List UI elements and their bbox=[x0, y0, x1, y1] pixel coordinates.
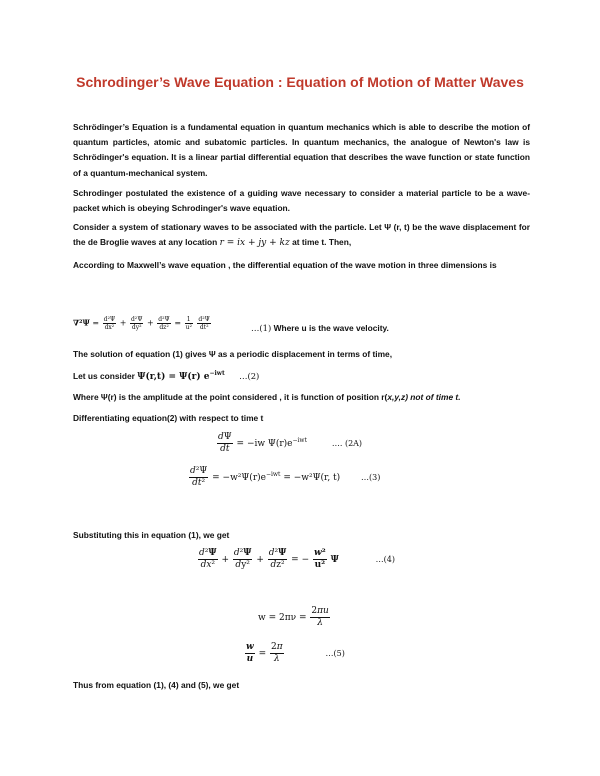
equation-2-exponent: −iwt bbox=[209, 370, 225, 377]
stationary-waves-paragraph bbox=[73, 220, 530, 251]
equation-3-number: …(3) bbox=[361, 473, 381, 482]
angular-frequency-lhs: w = 2πν = bbox=[258, 613, 307, 623]
equation-2a-number: …. (2A) bbox=[331, 439, 363, 448]
equation-4: $\frac{\text{d²Ψ}}{\text{dx²}}$ + $\frac{\text{d²Ψ}}{\text{dy²}}$ + $\frac{\text{d²Ψ}}{\text{dz²}}$ = − $\frac{\text{w²}}{\text{u²}}$ Ψ …(4) bbox=[199, 548, 395, 570]
equation-2a-rhs: = −iw Ψ(r)e bbox=[236, 439, 293, 449]
equation-5: $\frac{w}{u}$ = $\frac{2\pi}{\lambda}$ …(5) bbox=[246, 642, 345, 664]
substituting-line: Substituting this in equation (1), we get bbox=[73, 530, 230, 540]
consider-label: Let us consider bbox=[73, 371, 135, 381]
amplitude-line bbox=[73, 392, 461, 402]
equation-2-body: Ψ(r,t) = Ψ(r) e bbox=[137, 372, 210, 382]
equation-3-rhs2: = −w²Ψ(r, t) bbox=[283, 473, 341, 483]
equation-3-exponent: −iwt bbox=[265, 471, 281, 478]
equation-2a: $\frac{d\Psi}{dt}$ = −iw $\Psi(r)e^{-iwt}$ …. (2A) bbox=[218, 432, 363, 454]
equation-1-number: …(1) bbox=[251, 323, 272, 333]
differentiating-line: Differentiating equation(2) with respect to time t bbox=[73, 413, 264, 423]
stationary-waves-end: at time t. Then, bbox=[292, 237, 352, 248]
consider-line bbox=[73, 370, 259, 382]
page-title: Schrodinger’s Wave Equation : Equation of Motion of Matter Waves bbox=[76, 74, 524, 90]
equation-3-rhs: = −w²Ψ(r)e bbox=[212, 473, 266, 483]
intro-paragraph: Schrödinger’s Equation is a fundamental equation in quantum mechanics which is able to describe the motion of quantum particles, atomic and subatomic particles. In quantum mechanics, the analogue of Newton's law is Schrödinger's equation. It is a linear partial differential equation that describes the wave function or state function of a quantum-mechanical system. bbox=[73, 122, 530, 178]
amplitude-text: Where Ψ(r) is the amplitude at the point considered , it is function of position r( bbox=[73, 392, 388, 402]
postulate-paragraph: Schrodinger postulated the existence of a guiding wave necessary to consider a material particle to be a wave-packet which is obeying Schrodinger's wave equation. bbox=[73, 188, 530, 214]
thus-line: Thus from equation (1), (4) and (5), we get bbox=[73, 680, 240, 690]
equation-3: $\frac{\text{d²Ψ}}{\text{dt²}}$ = $-w^2\Psi(r)e^{-iwt} = -w^2\Psi(r$, t) …(3) bbox=[190, 466, 381, 488]
maxwell-paragraph: According to Maxwell’s wave equation , the differential equation of the wave motion in three dimensions is bbox=[73, 260, 497, 270]
amplitude-text-italic: x,y,z) not of time t. bbox=[387, 392, 461, 402]
equation-4-number: …(4) bbox=[375, 555, 395, 564]
equation-2-number: …(2) bbox=[239, 371, 260, 381]
equation-2a-exponent: −iwt bbox=[292, 437, 307, 444]
equation-angular-frequency: w = 2πν = $\frac{2\pi u}{\lambda}$ bbox=[258, 606, 329, 628]
equation-5-number: …(5) bbox=[325, 649, 345, 658]
wave-velocity-note: Where u is the wave velocity. bbox=[273, 323, 389, 333]
equation-2 bbox=[137, 372, 225, 382]
solution-line: The solution of equation (1) gives Ψ as a periodic displacement in terms of time, bbox=[73, 349, 393, 359]
position-vector: r = ix + jy + kz bbox=[219, 238, 290, 249]
equation-1: ∇²Ψ = $\frac{\text{d²Ψ}}{\text{dx²}}$ + $\frac{\text{d²Ψ}}{\text{dy²}}$ + $\frac{\text{d²Ψ}}{\text{dz²}}$ = $\frac{1}{\text{u²}}$ $\frac{\text{d²Ψ}}{\text{dt²}}$ bbox=[73, 316, 210, 331]
equation-1-tag bbox=[251, 323, 389, 333]
stationary-waves-text: Consider a system of stationary waves to be associated with the particle. Let Ψ (r, t) be the wave displacement for the de Broglie waves at any location bbox=[73, 222, 530, 248]
